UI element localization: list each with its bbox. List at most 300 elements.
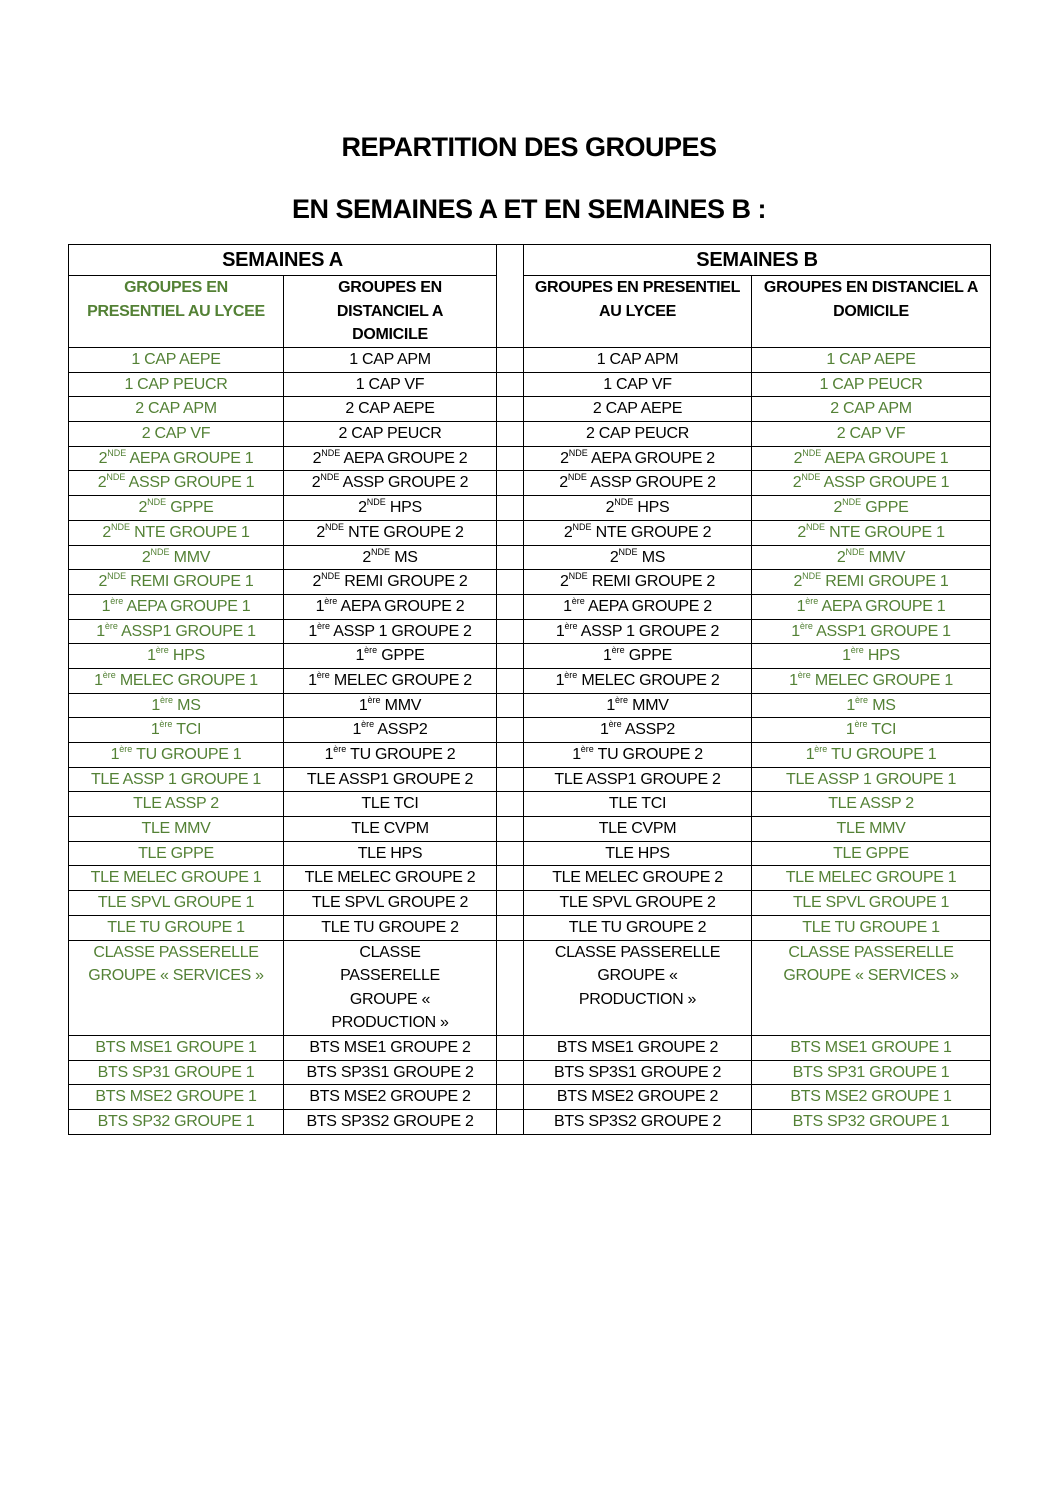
b-presentiel-cell: 2 CAP PEUCR [524, 422, 752, 447]
table-row [69, 841, 991, 866]
class-name: NTE GROUPE 1 [824, 523, 945, 541]
level-number: 2 [609, 548, 619, 566]
column-gap [497, 545, 524, 570]
b-distanciel-cell [752, 496, 991, 521]
b-presentiel-cell: TLE CVPM [524, 817, 752, 842]
level-number: 2 [141, 548, 151, 566]
column-gap [497, 446, 524, 471]
a-distanciel-cell [284, 668, 497, 693]
level-number: 2 [316, 523, 325, 541]
b-presentiel-cell [524, 471, 752, 496]
level-number: 1 [845, 721, 855, 739]
level-suffix: NDE [567, 472, 587, 483]
level-number: 2 [792, 474, 802, 492]
a-distanciel-cell [284, 644, 497, 669]
table-row [69, 619, 991, 644]
level-number: 2 [97, 474, 107, 492]
a-distanciel-cell [284, 520, 497, 545]
level-number: 1 [572, 746, 581, 763]
table-row [69, 545, 991, 570]
table-row [69, 767, 991, 792]
class-name: ASSP1 GROUPE 1 [117, 622, 256, 640]
a-presentiel-cell [69, 668, 284, 693]
b-presentiel-cell [524, 718, 752, 743]
level-number: 1 [308, 622, 317, 640]
b-presentiel-cell: TLE MELEC GROUPE 2 [524, 866, 752, 891]
b-distanciel-cell: CLASSE PASSERELLE GROUPE « SERVICES » [752, 940, 991, 1035]
a-presentiel-cell: TLE MELEC GROUPE 1 [69, 866, 284, 891]
a-presentiel-cell: TLE GPPE [69, 841, 284, 866]
class-name: MMV [864, 548, 906, 566]
a-distanciel-cell: TLE TU GROUPE 2 [284, 915, 497, 940]
b-distanciel-cell [752, 545, 991, 570]
level-suffix: ère [104, 620, 118, 631]
a-presentiel-cell [69, 570, 284, 595]
level-number: 1 [842, 647, 851, 665]
column-gap [497, 471, 524, 496]
class-name: ASSP2 [621, 721, 675, 739]
level-number: 2 [836, 548, 846, 566]
level-suffix: ère [608, 719, 622, 730]
b-distanciel-cell: BTS SP32 GROUPE 1 [752, 1109, 991, 1134]
a-distanciel-cell: BTS SP3S2 GROUPE 2 [284, 1109, 497, 1134]
b-distanciel-cell: BTS MSE1 GROUPE 1 [752, 1035, 991, 1060]
a-presentiel-cell: TLE SPVL GROUPE 1 [69, 891, 284, 916]
column-gap [497, 767, 524, 792]
a-presentiel-cell [69, 594, 284, 619]
a-distanciel-cell: CLASSE PASSERELLE GROUPE « PRODUCTION » [284, 940, 497, 1035]
level-number: 2 [559, 474, 568, 492]
level-suffix: ère [564, 620, 578, 631]
table-row [69, 520, 991, 545]
b-presentiel-cell: TLE HPS [524, 841, 752, 866]
b-presentiel-cell: 2 CAP AEPE [524, 397, 752, 422]
column-gap [497, 743, 524, 768]
level-suffix: ère [155, 645, 169, 656]
class-name: MELEC GROUPE 2 [329, 671, 472, 689]
a-distanciel-cell [284, 545, 497, 570]
level-suffix: NDE [107, 571, 127, 582]
table-row [69, 792, 991, 817]
column-gap [497, 245, 524, 348]
level-number: 1 [358, 696, 368, 714]
a-presentiel-cell [69, 619, 284, 644]
level-number: 2 [563, 523, 573, 541]
a-presentiel-cell: TLE ASSP 2 [69, 792, 284, 817]
level-number: 1 [846, 696, 856, 714]
column-gap [497, 496, 524, 521]
b-presentiel-cell: BTS SP3S1 GROUPE 2 [524, 1060, 752, 1085]
a-distanciel-cell: TLE MELEC GROUPE 2 [284, 866, 497, 891]
column-gap [497, 693, 524, 718]
level-suffix: ère [571, 595, 585, 606]
table-row [69, 693, 991, 718]
level-suffix: ère [580, 744, 594, 754]
level-suffix: ère [316, 669, 330, 680]
b-presentiel-cell: TLE ASSP1 GROUPE 2 [524, 767, 752, 792]
level-number: 2 [312, 573, 322, 591]
level-suffix: NDE [107, 447, 127, 458]
level-suffix: ère [814, 744, 828, 754]
level-number: 2 [312, 449, 322, 467]
a-distanciel-cell [284, 718, 497, 743]
level-suffix: ère [102, 669, 116, 680]
a-presentiel-cell: 1 CAP AEPE [69, 348, 284, 373]
level-suffix: NDE [845, 546, 865, 557]
column-gap [497, 940, 524, 1035]
level-suffix: ère [611, 645, 625, 656]
level-suffix: NDE [805, 521, 825, 532]
table-row [69, 866, 991, 891]
level-suffix: NDE [568, 447, 588, 458]
b-distanciel-cell: TLE ASSP 2 [752, 792, 991, 817]
a-distanciel-cell: TLE ASSP1 GROUPE 2 [284, 767, 497, 792]
b-presentiel-cell: 1 CAP VF [524, 372, 752, 397]
level-suffix: ère [797, 669, 811, 680]
class-name: HPS [863, 647, 900, 665]
column-gap [497, 841, 524, 866]
a-presentiel-cell: 2 CAP VF [69, 422, 284, 447]
column-gap [497, 891, 524, 916]
column-gap [497, 792, 524, 817]
b-presentiel-cell: TLE SPVL GROUPE 2 [524, 891, 752, 916]
level-number: 1 [324, 746, 334, 763]
a-presentiel-cell [69, 718, 284, 743]
level-suffix: ère [361, 719, 375, 730]
class-name: AEPA GROUPE 1 [123, 597, 251, 615]
level-number: 1 [805, 746, 815, 763]
table-row [69, 446, 991, 471]
a-distanciel-cell: BTS SP3S1 GROUPE 2 [284, 1060, 497, 1085]
level-number: 2 [605, 499, 615, 517]
a-distanciel-cell [284, 471, 497, 496]
weeks-header-row [69, 245, 991, 276]
level-suffix: NDE [324, 521, 344, 532]
table-row [69, 1060, 991, 1085]
table-row [69, 397, 991, 422]
a-presentiel-cell [69, 644, 284, 669]
level-suffix: NDE [106, 472, 126, 483]
a-distanciel-header: GROUPES EN DISTANCIEL A DOMICILE [284, 276, 497, 348]
b-distanciel-cell: BTS MSE2 GROUPE 1 [752, 1085, 991, 1110]
table-row [69, 570, 991, 595]
table-row [69, 743, 991, 768]
class-name: GPPE [377, 647, 425, 665]
level-number: 2 [102, 523, 111, 541]
b-presentiel-cell [524, 594, 752, 619]
b-presentiel-cell: BTS SP3S2 GROUPE 2 [524, 1109, 752, 1134]
class-name: GPPE [861, 499, 909, 517]
b-distanciel-cell: TLE ASSP 1 GROUPE 1 [752, 767, 991, 792]
level-suffix: NDE [371, 546, 391, 557]
class-name: NTE GROUPE 1 [129, 523, 250, 541]
b-presentiel-cell [524, 496, 752, 521]
class-name: ASSP GROUPE 2 [339, 474, 469, 492]
level-number: 1 [555, 671, 565, 689]
column-gap [497, 348, 524, 373]
class-name: ASSP GROUPE 1 [820, 474, 950, 492]
table-row [69, 644, 991, 669]
level-suffix: NDE [842, 497, 862, 508]
b-presentiel-cell: TLE TU GROUPE 2 [524, 915, 752, 940]
column-gap [497, 668, 524, 693]
class-name: AEPA GROUPE 1 [818, 597, 946, 615]
level-number: 1 [150, 721, 160, 739]
level-suffix: ère [110, 595, 124, 606]
b-distanciel-cell: BTS SP31 GROUPE 1 [752, 1060, 991, 1085]
class-name: TCI [172, 721, 202, 739]
class-name: GPPE [624, 647, 673, 665]
b-presentiel-header: GROUPES EN PRESENTIEL AU LYCEE [524, 276, 752, 348]
class-name: ASSP GROUPE 1 [125, 474, 255, 492]
level-suffix: NDE [321, 571, 341, 582]
level-suffix: ère [855, 694, 869, 705]
level-suffix: ère [564, 669, 578, 680]
column-gap [497, 866, 524, 891]
a-distanciel-cell: BTS MSE1 GROUPE 2 [284, 1035, 497, 1060]
table-row [69, 1085, 991, 1110]
class-name: HPS [385, 499, 422, 517]
class-name: HPS [168, 647, 205, 665]
a-presentiel-cell: TLE ASSP 1 GROUPE 1 [69, 767, 284, 792]
b-distanciel-cell: 2 CAP VF [752, 422, 991, 447]
level-suffix: ère [364, 645, 378, 656]
table-row [69, 1109, 991, 1134]
level-number: 1 [563, 597, 572, 615]
b-presentiel-cell [524, 668, 752, 693]
b-distanciel-cell [752, 471, 991, 496]
class-name: ASSP 1 GROUPE 2 [330, 622, 472, 640]
a-distanciel-cell [284, 496, 497, 521]
a-presentiel-cell [69, 743, 284, 768]
class-name: TCI [867, 721, 897, 739]
level-number: 1 [355, 647, 365, 665]
level-number: 2 [560, 449, 569, 467]
class-name: MMV [380, 696, 422, 714]
a-presentiel-cell: BTS MSE2 GROUPE 1 [69, 1085, 284, 1110]
b-presentiel-cell [524, 446, 752, 471]
a-presentiel-cell: TLE MMV [69, 817, 284, 842]
level-suffix: ère [324, 595, 338, 606]
column-gap [497, 570, 524, 595]
column-gap [497, 397, 524, 422]
b-presentiel-cell [524, 743, 752, 768]
column-gap [497, 372, 524, 397]
title-line-1: REPARTITION DES GROUPES [341, 132, 717, 162]
class-name: ASSP2 [374, 721, 428, 739]
class-name: HPS [633, 499, 670, 517]
a-distanciel-cell [284, 693, 497, 718]
b-distanciel-cell: 2 CAP APM [752, 397, 991, 422]
b-distanciel-cell [752, 718, 991, 743]
a-distanciel-cell: BTS MSE2 GROUPE 2 [284, 1085, 497, 1110]
class-name: REMI GROUPE 2 [340, 573, 468, 591]
b-distanciel-cell [752, 743, 991, 768]
table-row [69, 668, 991, 693]
level-suffix: NDE [110, 521, 130, 532]
column-gap [497, 915, 524, 940]
a-distanciel-cell: TLE SPVL GROUPE 2 [284, 891, 497, 916]
class-name: REMI GROUPE 1 [821, 573, 949, 591]
column-gap [497, 644, 524, 669]
a-distanciel-cell: TLE HPS [284, 841, 497, 866]
column-gap [497, 1109, 524, 1134]
level-number: 1 [600, 721, 609, 739]
level-number: 1 [96, 622, 105, 640]
a-presentiel-cell: 1 CAP PEUCR [69, 372, 284, 397]
a-presentiel-cell [69, 471, 284, 496]
a-presentiel-cell [69, 496, 284, 521]
a-distanciel-cell [284, 619, 497, 644]
level-suffix: NDE [802, 571, 822, 582]
level-number: 1 [352, 721, 362, 739]
class-name: AEPA GROUPE 1 [821, 449, 949, 467]
level-number: 2 [833, 499, 843, 517]
level-suffix: ère [805, 595, 819, 606]
b-distanciel-cell: TLE MMV [752, 817, 991, 842]
class-name: MMV [628, 696, 669, 714]
class-name: AEPA GROUPE 2 [584, 597, 712, 615]
a-distanciel-cell [284, 446, 497, 471]
table-row [69, 817, 991, 842]
a-distanciel-cell [284, 594, 497, 619]
b-distanciel-cell [752, 644, 991, 669]
level-suffix: ère [367, 694, 381, 705]
level-suffix: ère [316, 620, 330, 631]
columns-header-row [69, 276, 991, 348]
class-name: TU GROUPE 2 [346, 746, 456, 763]
a-distanciel-cell: 2 CAP PEUCR [284, 422, 497, 447]
level-number: 2 [797, 523, 806, 541]
level-suffix: ère [333, 744, 347, 754]
b-presentiel-cell: TLE TCI [524, 792, 752, 817]
b-distanciel-cell [752, 619, 991, 644]
level-number: 1 [791, 622, 800, 640]
a-distanciel-cell [284, 570, 497, 595]
b-distanciel-cell: TLE MELEC GROUPE 1 [752, 866, 991, 891]
table-row [69, 1035, 991, 1060]
b-presentiel-cell [524, 619, 752, 644]
class-name: AEPA GROUPE 2 [587, 449, 715, 467]
level-number: 1 [602, 647, 612, 665]
a-distanciel-cell [284, 743, 497, 768]
a-presentiel-cell: BTS SP32 GROUPE 1 [69, 1109, 284, 1134]
a-presentiel-cell: CLASSE PASSERELLE GROUPE « SERVICES » [69, 940, 284, 1035]
level-number: 2 [311, 474, 321, 492]
level-suffix: NDE [150, 546, 170, 557]
level-number: 1 [315, 597, 325, 615]
table-row [69, 348, 991, 373]
class-name: AEPA GROUPE 2 [337, 597, 465, 615]
class-name: MELEC GROUPE 1 [115, 671, 258, 689]
class-name: TU GROUPE 1 [827, 746, 937, 763]
class-name: MELEC GROUPE 2 [577, 671, 720, 689]
table-row [69, 718, 991, 743]
class-name: GPPE [166, 499, 214, 517]
class-name: AEPA GROUPE 2 [340, 449, 468, 467]
level-number: 1 [308, 671, 317, 689]
a-distanciel-cell: 2 CAP AEPE [284, 397, 497, 422]
b-distanciel-cell: 1 CAP AEPE [752, 348, 991, 373]
class-name: ASSP GROUPE 2 [586, 474, 716, 492]
groups-table [68, 244, 991, 1135]
class-name: AEPA GROUPE 1 [126, 449, 254, 467]
semaines-a-header: SEMAINES A [69, 245, 497, 276]
class-name: TU GROUPE 1 [132, 746, 242, 763]
level-suffix: NDE [802, 447, 822, 458]
b-distanciel-cell [752, 520, 991, 545]
column-gap [497, 718, 524, 743]
level-number: 2 [362, 548, 372, 566]
table-row [69, 915, 991, 940]
level-suffix: ère [850, 645, 864, 656]
level-suffix: ère [615, 694, 629, 705]
table-row [69, 891, 991, 916]
level-number: 1 [110, 746, 120, 763]
level-number: 1 [101, 597, 111, 615]
class-name: REMI GROUPE 2 [587, 573, 716, 591]
column-gap [497, 1060, 524, 1085]
column-gap [497, 1035, 524, 1060]
a-presentiel-cell [69, 693, 284, 718]
column-gap [497, 1085, 524, 1110]
level-number: 1 [789, 671, 798, 689]
a-presentiel-cell: BTS SP31 GROUPE 1 [69, 1060, 284, 1085]
table-row [69, 372, 991, 397]
level-number: 1 [151, 696, 161, 714]
level-suffix: NDE [568, 571, 588, 582]
column-gap [497, 619, 524, 644]
table-row [69, 940, 991, 1035]
b-presentiel-cell: BTS MSE1 GROUPE 2 [524, 1035, 752, 1060]
column-gap [497, 422, 524, 447]
b-distanciel-cell [752, 668, 991, 693]
a-presentiel-cell: TLE TU GROUPE 1 [69, 915, 284, 940]
level-number: 1 [796, 597, 806, 615]
level-number: 2 [98, 573, 108, 591]
level-number: 2 [793, 449, 803, 467]
b-presentiel-cell [524, 545, 752, 570]
b-distanciel-cell: TLE TU GROUPE 1 [752, 915, 991, 940]
class-name: MS [637, 548, 666, 566]
level-number: 2 [560, 573, 569, 591]
b-presentiel-cell: BTS MSE2 GROUPE 2 [524, 1085, 752, 1110]
column-gap [497, 520, 524, 545]
b-distanciel-cell [752, 446, 991, 471]
level-number: 1 [94, 671, 103, 689]
class-name: MELEC GROUPE 1 [810, 671, 953, 689]
semaines-b-header: SEMAINES B [524, 245, 991, 276]
class-name: MS [390, 548, 418, 566]
b-presentiel-cell: CLASSE PASSERELLE GROUPE « PRODUCTION » [524, 940, 752, 1035]
b-presentiel-cell [524, 693, 752, 718]
table-row [69, 471, 991, 496]
level-number: 1 [555, 622, 565, 640]
title-line-2: EN SEMAINES A ET EN SEMAINES B : [291, 194, 767, 224]
a-distanciel-cell: 1 CAP APM [284, 348, 497, 373]
a-presentiel-cell [69, 446, 284, 471]
b-presentiel-cell [524, 520, 752, 545]
b-presentiel-cell [524, 570, 752, 595]
level-suffix: NDE [366, 497, 386, 508]
class-name: MS [868, 696, 896, 714]
b-distanciel-cell [752, 693, 991, 718]
level-suffix: NDE [147, 497, 167, 508]
b-distanciel-cell [752, 570, 991, 595]
level-suffix: ère [160, 694, 174, 705]
table-row [69, 496, 991, 521]
level-suffix: ère [119, 744, 133, 754]
